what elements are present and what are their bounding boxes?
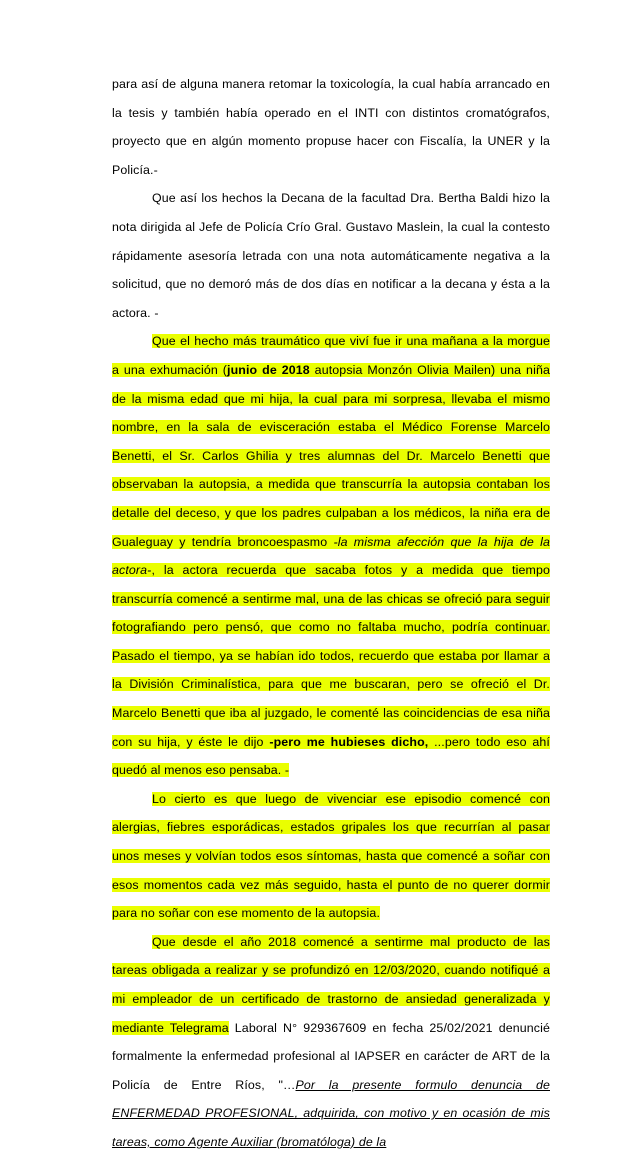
paragraph-1	[112, 70, 550, 184]
p3-run-6-bold: -pero me hubieses dicho,	[269, 734, 429, 749]
paragraph-5-mixed	[112, 928, 550, 1157]
paragraph-1-text: para así de alguna manera retomar la toxicología, la cual había arrancado en la tesis y también había operado en el INTI con distintos cromatógrafos, proyecto que en algún momento propuse hacer con Fiscalía, la UNER y la Policía.-	[112, 77, 550, 177]
paragraph-4-highlighted	[112, 785, 550, 928]
paragraph-2-text: Que así los hechos la Decana de la facultad Dra. Bertha Baldi hizo la nota dirigida al Jefe de Policía Crío Gral. Gustavo Maslein, la cual la contesto rápidamente asesoría letrada con una nota automáticamente negativa a la solicitud, que no demoró más de dos días en notificar a la decana y ésta a la actora. -	[112, 191, 550, 320]
p5-run-2: Laboral N° 929367609 en fecha 25/02/2021 denuncié formalmente la enfermedad profesional al IAPSER en carácter de ART de la Policía de Entre Ríos, "…	[112, 1020, 550, 1092]
p3-run-7: ...pero todo eso ahí quedó al menos eso pensaba. -	[112, 734, 550, 778]
p3-run-4-italic: -la misma afección que la hija de la actora-	[112, 534, 550, 578]
highlight-run	[112, 334, 550, 777]
paragraph-4-text: Lo cierto es que luego de vivenciar ese episodio comencé con alergias, fiebres esporádicas, estados gripales los que recurrían al pasar unos meses y volvían todos esos síntomas, hasta que comencé a soñar con esos momentos cada vez más seguido, hasta el punto de no querer dormir para no soñar con ese momento de la autopsia.	[112, 791, 550, 921]
p3-run-3: autopsia Monzón Olivia Mailen) una niña de la misma edad que mi hija, la cual para mi sorpresa, llevaba el mismo nombre, en la sala de evisceración estaba el Médico Forense Marcelo Benetti, el Sr. Carlos Ghilia y tres alumnas del Dr. Marcelo Benetti que observaban la autopsia, a medida que transcurría la autopsia contaban los detalle del deceso, y que los padres culpaban a los médicos, la niña era de Gualeguay y tendría broncoespasmo	[112, 362, 550, 549]
highlight-run	[112, 792, 550, 920]
p5-run-1-highlighted: Que desde el año 2018 comencé a sentirme mal producto de las tareas obligada a realizar y se profundizó en 12/03/2020, cuando notifiqué a mi empleador de un certificado de trastorno de ansiedad generalizada y mediante Telegrama	[112, 934, 550, 1035]
p3-run-2-bold: junio de 2018	[227, 362, 310, 377]
paragraph-2	[112, 184, 550, 327]
paragraph-3-highlighted	[112, 327, 550, 785]
p3-run-1: Que el hecho más traumático que viví fue ir una mañana a la morgue a una exhumación (	[112, 334, 550, 377]
p5-run-3-italic-underline: Por la presente formulo denuncia de ENFERMEDAD PROFESIONAL, adquirida, con motivo y en ocasión de mis tareas, como Agente Auxiliar (bromatóloga) de la	[112, 1077, 550, 1149]
document-body	[112, 70, 550, 1157]
p3-run-5: , la actora recuerda que sacaba fotos y a medida que tiempo transcurría comencé a sentirme mal, una de las chicas se ofreció para seguir fotografiando pero pensó, que como no faltaba mucho, podría continuar. Pasado el tiempo, ya se habían ido todos, recuerdo que estaba por llamar a la División Criminalística, para que me buscaran, pero se ofreció el Dr. Marcelo Benetti que iba al juzgado, le comenté las coincidencias de esa niña con su hija, y éste le dijo	[112, 563, 550, 749]
